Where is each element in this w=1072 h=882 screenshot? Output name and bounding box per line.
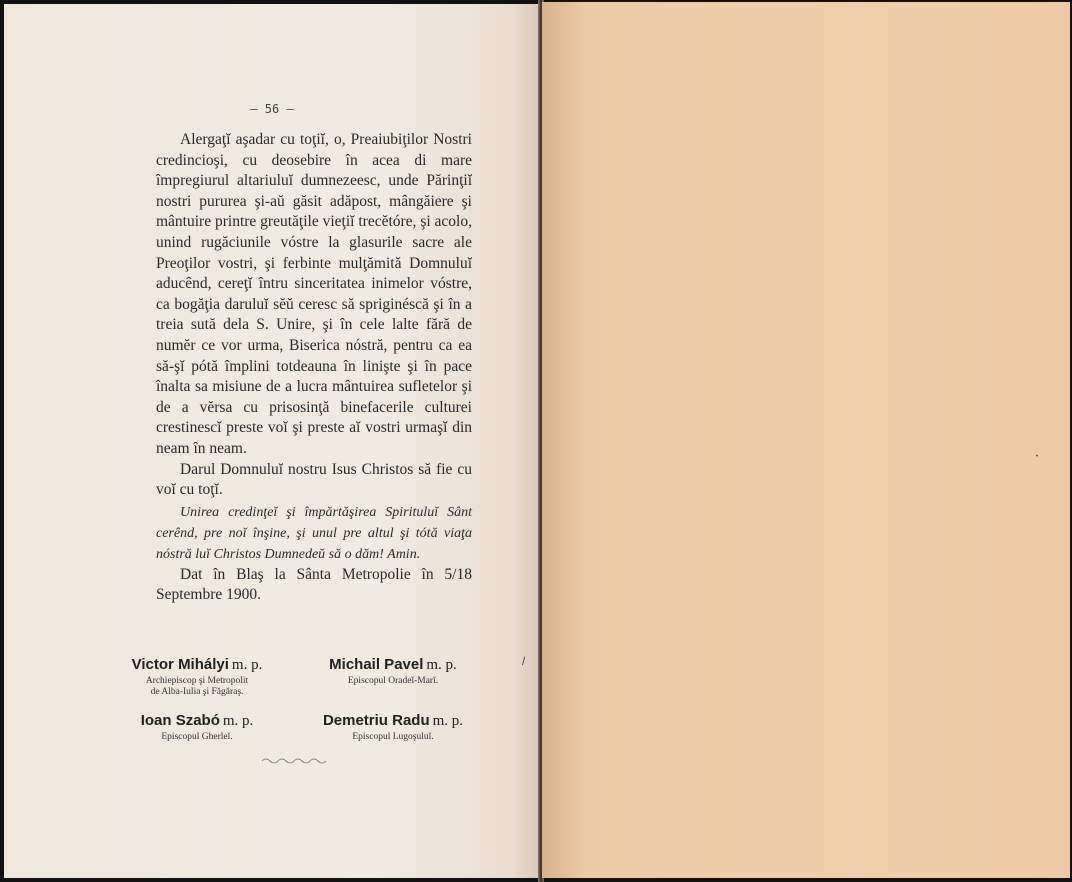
body-paragraph-1: Alergaţĭ aşadar cu toţiĭ, o, Preaiubiţilor Nostri credincioşi, cu deosebire în acea di mare împregiurul altariuluĭ dumnezeesc, unde Părinţiĭ nostri pururea şi-aŭ găsit adăpost, mângăiere şi mântuire printre greutăţile vieţiĭ trecĕtóre, şi acolo, unind rugăciunile vóstre la glasurile sacre ale Preoţilor vostri, şi ferbinte mulţămită Domnuluĭ aducênd, cereţĭ întru sinceritatea inimelor vóstre, ca bogăţia daruluĭ sĕŭ ceresc să spriginéscă şi în a treia sută dela S. Unire, şi în cele lalte fără de numĕr ce vor urma, Biserica nóstră, pentru ca ea să-şĭ pótă împlini totdeauna în linişte şi în pace înalta sa misiune de a lucra mântuirea sufletelor şi de a vĕrsa cu prisosinţă binefacerile culturei crestinescĭ preste voĭ şi preste aĭ vostri urmaşĭ din neam în neam. xyxy=(156,131,472,457)
signature-name: Michail Pavel xyxy=(329,656,424,673)
signature-title: de Alba-Iulia şi Făgăraş. xyxy=(150,687,244,697)
italic-blessing: Unirea credinţeĭ şi împărtăşirea Spirituluĭ Sânt cerênd, pre noĭ înşine, şi unul pre altul şi tótă viaţa nóstră luĭ Christos Dumnedeŭ să o dăm! Amin. xyxy=(156,504,472,562)
speck-mark: • xyxy=(1036,454,1039,460)
body-paragraph-2: Darul Domnuluĭ nostru Isus Christos să fie cu voĭ cu toţĭ. xyxy=(156,460,472,499)
signature-title: Episcopul Oradeĭ-Marĭ. xyxy=(347,676,439,686)
signature-name: Ioan Szabó xyxy=(140,712,220,729)
ornament-squiggle xyxy=(260,756,330,766)
signature-name: Victor Mihályi xyxy=(131,656,229,673)
signature-demetriu-radu xyxy=(308,712,478,743)
date-line: Dat în Blaş la Sânta Metropolie în 5/18 Septembre 1900. xyxy=(156,565,472,604)
right-page-blank xyxy=(522,2,1070,878)
signature-mp: m. p. xyxy=(432,713,464,729)
page-number: — 56 — xyxy=(250,102,294,116)
text-block xyxy=(156,130,472,606)
signature-victor-mihalyi xyxy=(112,656,282,698)
signature-mp: m. p. xyxy=(222,713,254,729)
signature-ioan-szabo xyxy=(112,712,282,743)
signature-michail-pavel xyxy=(308,656,478,687)
signature-mp: m. p. xyxy=(426,657,457,673)
signature-title: Episcopul Lugoşuluĭ. xyxy=(352,732,434,742)
margin-mark: / xyxy=(522,654,526,668)
signature-mp: m. p. xyxy=(231,657,263,673)
left-page xyxy=(4,4,540,878)
signature-title: Episcopul Gherleĭ. xyxy=(161,732,233,742)
signature-title: Archiepiscop şi Metropolit xyxy=(145,676,249,686)
signature-name: Demetriu Radu xyxy=(322,712,430,729)
